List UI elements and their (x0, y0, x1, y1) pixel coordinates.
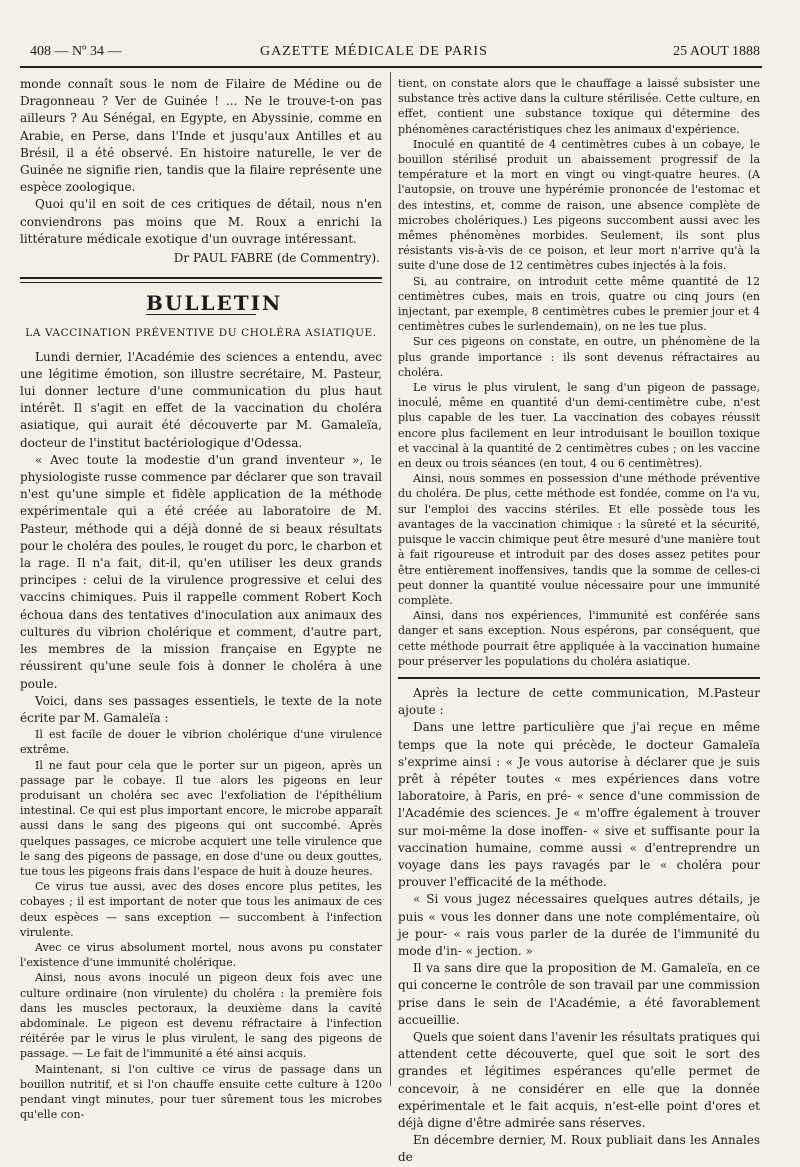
paragraph: Quoi qu'il en soit de ces critiques de détail, nous n'en conviendrons pas moins que M. Roux a enrichi la littérature médicale exotique d'un ouvrage intéressant. (20, 197, 382, 246)
quoted-note: Ainsi, nous avons inoculé un pigeon deux fois avec une culture ordinaire (non virulente) du choléra : la première fois dans les muscles pectoraux, la deuxième dans la cavité abdominale. Le pigeon est devenu réfractaire à l'infection réitérée par le virus le plus virulent, le sang des pigeons de passage. — Le fait de l'immunité a été ainsi acquis. (20, 971, 382, 1061)
quoted-note: Le virus le plus virulent, le sang d'un pigeon de passage, inoculé, même en quantité d'un demi-centimètre cube, n'est plus capable de les tuer. La vaccination des cobayes réussit encore plus facilement en leur introduisant le bouillon toxique et vaccinal à la quantité de 2 centimètres cubes ; on les vaccine en deux ou trois séances (en tout, 4 ou 6 centimètres). (398, 381, 760, 471)
paragraph: Quels que soient dans l'avenir les résultats pratiques qui attendent cette découverte, quel que soit le sort des grandes et légitimes espérances qu'elle permet de concevoir, à ne considérer en elle que la donnée expérimentale et le fait acquis, n'est-elle point d'ores et déjà digne d'être admirée sans réserves. (398, 1029, 760, 1130)
bulletin-heading: BULLETIN (146, 291, 283, 316)
issue-date: 25 AOUT 1888 (673, 44, 760, 59)
quoted-note: Inoculé en quantité de 4 centimètres cubes à un cobaye, le bouillon stérilisé produit un abaissement progressif de la température et la mort en vingt ou vingt-quatre heures. (A l'autopsie, on trouve une hypérémie prononcée de l'estomac et des intestins, et, comme de raison, une absence complète de microbes cholériques.) Les pigeons succombent aussi avec les mêmes phénomènes morbides. Seulement, ils sont plus résistants vis-à-vis de ce poison, et leur mort n'arrive qu'à la suite d'une dose de 12 centimètres cubes injectés à la fois. (398, 137, 760, 273)
quoted-note: Sur ces pigeons on constate, en outre, un phénomène de la plus grande importance : ils sont devenus réfractaires au choléra. (398, 335, 760, 379)
header-rule (20, 66, 762, 68)
quoted-note: Ce virus tue aussi, avec des doses encore plus petites, les cobayes ; il est important de noter que tous les animaux de ces deux espèces — sans exception — succombent à l'infection virulente. (20, 880, 382, 939)
page-number: 408 — Nº 34 — (30, 44, 122, 59)
bulletin-subtitle: LA VACCINATION PRÉVENTIVE DU CHOLÉRA ASIATIQUE. (25, 327, 377, 340)
quoted-note: Il ne faut pour cela que le porter sur un pigeon, après un passage par le cobaye. Il tue alors les pigeons en leur produisant un choléra sec avec l'exfoliation de l'épithélium intestinal. Ce qui est plus important encore, le microbe apparaît aussi dans le sang des pigeons qui ont succombé. Après quelques passages, ce microbe acquiert une telle virulence que le sang des pigeons de passage, en dose d'une ou deux gouttes, tue tous les pigeons frais dans l'espace de huit à douze heures. (20, 758, 382, 878)
section-divider (398, 677, 760, 679)
page-header (30, 44, 760, 66)
left-column (20, 76, 382, 1122)
quoted-note: Ainsi, nous sommes en possession d'une méthode préventive du choléra. De plus, cette méthode est fondée, comme on l'a vu, sur l'emploi des vaccins stériles. Et elle possède tous les avantages de la vaccination chimique : la sûreté et la sécurité, puisque le vaccin chimique peut être mesuré d'une manière tout à fait rigoureuse et introduit par des doses assez petites pour être entièrement inoffensives, tandis que la somme de celles-ci peut donner la quantité voulue nécessaire pour une immunité complète. (398, 472, 760, 607)
quoted-note: tient, on constate alors que le chauffage a laissé subsister une substance très active dans la culture stérilisée. Cette culture, en effet, contient une substance toxique qui détermine des phénomènes caractéristiques chez les animaux d'expérience. (398, 77, 760, 136)
section-divider (20, 277, 382, 283)
intro-paragraph: monde connaît sous le nom de Filaire de Médine ou de Dragonneau ? Ver de Guinée ! ... Ne le trouve-t-on pas ailleurs ? Au Sénégal, en Egypte, en Abyssinie, comme en Arabie, en Perse, dans l'Inde et jusqu'aux Antilles et au Brésil, il a été observé. En histoire naturelle, le ver de Guinée ne signifie rien, tandis que la filaire représente une espèce zoologique. (20, 77, 382, 195)
paragraph: Dans une lettre particulière que j'ai reçue en même temps que la note qui précède, le docteur Gamaleïa s'exprime ainsi : « Je vous autorise à déclarer que je suis prêt à répéter toutes « mes expériences dans votre laboratoire, à Paris, en pré- « sence d'une commission de l'Académie des sciences. Je « m'offre également à trouver sur moi-même la dose inoffen- « sive et suffisante pour la vaccination humaine, comme aussi « d'entreprendre un voyage dans les pays ravagés par le « choléra pour prouver l'efficacité de la méthode. (398, 720, 760, 890)
column-divider (390, 72, 391, 1086)
quoted-note: Ainsi, dans nos expériences, l'immunité est conférée sans danger et sans exception. Nous espérons, par conséquent, que cette méthode pourrait être appliquée à la vaccination humaine pour préserver les populations du choléra asiatique. (398, 609, 760, 668)
quoted-note: Il est facile de douer le vibrion cholérique d'une virulence extrême. (20, 728, 382, 757)
paragraph: Il va sans dire que la proposition de M. Gamaleïa, en ce qui concerne le contrôle de son travail par une commission prise dans le sein de l'Académie, a été favorablement accueillie. (398, 961, 760, 1027)
paragraph: Lundi dernier, l'Académie des sciences a entendu, avec une légitime émotion, son illustre secrétaire, M. Pasteur, lui donner lecture d'une communication du plus haut intérêt. Il s'agit en effet de la vaccination du choléra asiatique, qui aurait été découverte par M. Gamaleïa, docteur de l'institut bactériologique d'Odessa. (20, 349, 382, 450)
paragraph: En décembre dernier, M. Roux publiait dans les Annales de (398, 1133, 760, 1165)
paragraph: Voici, dans ses passages essentiels, le texte de la note écrite par M. Gamaleïa : (20, 693, 382, 725)
quoted-note: Avec ce virus absolument mortel, nous avons pu constater l'existence d'une immunité cholérique. (20, 940, 382, 970)
quoted-note: Maintenant, si l'on cultive ce virus de passage dans un bouillon nutritif, et si l'on chauffe ensuite cette culture à 120o pendant vingt minutes, pour tuer sûrement tous les microbes qu'elle con- (20, 1062, 382, 1122)
paragraph: « Si vous jugez nécessaires quelques autres détails, je puis « vous les donner dans une note complémentaire, où je pour- « rais vous parler de la durée de l'immunité du mode d'in- « jection. » (398, 892, 760, 958)
right-column (398, 76, 760, 1167)
paragraph: Après la lecture de cette communication, M.Pasteur ajoute : (398, 685, 760, 718)
author-signature: Dr PAUL FABRE (de Commentry). (173, 251, 380, 266)
paragraph: « Avec toute la modestie d'un grand inventeur », le physiologiste russe commence par déclarer que son travail n'est qu'une simple et fidèle application de la méthode expérimentale qui a été créée au laboratoire de M. Pasteur, méthode qui a déjà donné de si beaux résultats pour le choléra des poules, le rouget du porc, le charbon et la rage. Il n'a fait, dit-il, qu'en utiliser les deux grands principes : celui de la virulence progressive et celui des vaccins chimiques. Puis il rappelle comment Robert Koch échoua dans des tentatives d'inoculation aux animaux des cultures du vibrion cholérique et comment, d'autre part, les membres de la mission française en Egypte ne réussirent qu'une seule fois à donner le choléra à une poule. (20, 452, 382, 691)
quoted-note: Si, au contraire, on introduit cette même quantité de 12 centimètres cubes, mais en trois, quatre ou cinq jours (en injectant, par exemple, 8 centimètres cubes le premier jour et 4 centimètres cubes le surlendemain), on ne les tue plus. (398, 274, 760, 334)
journal-title: GAZETTE MÉDICALE DE PARIS (260, 44, 488, 59)
